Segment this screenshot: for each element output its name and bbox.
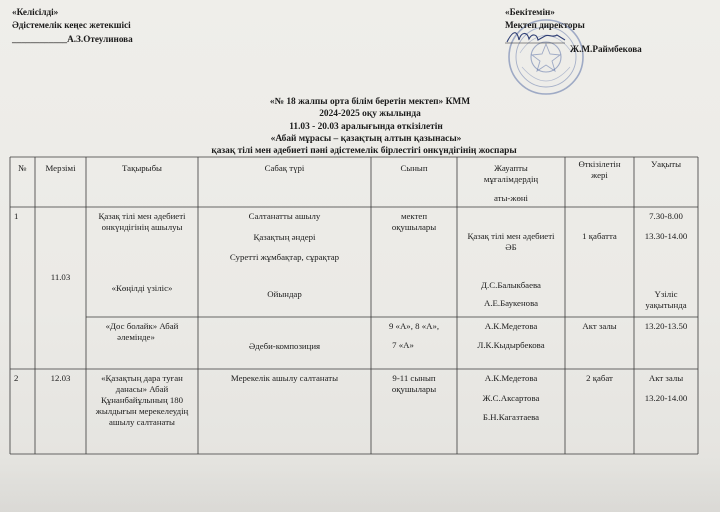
page-shadow xyxy=(0,455,720,512)
col-header-place-line2: жері xyxy=(591,170,608,180)
row1b-time: 13.20-13.50 xyxy=(644,321,688,331)
row1b-responsible-1: А.К.Медетова xyxy=(484,321,538,331)
approval-right-position: Мектеп директоры xyxy=(505,20,585,30)
row2-topic xyxy=(86,373,198,428)
row1-time-3-line1: Үзіліс xyxy=(654,289,678,299)
col-header-date: Мерзімі xyxy=(45,163,76,173)
col-header-responsible-line2: мұғалімдердің xyxy=(483,174,539,184)
row2-responsible-3: Б.Н.Кагазтаева xyxy=(482,412,540,422)
row1b-topic xyxy=(86,321,198,343)
row1-date: 11.03 xyxy=(50,272,71,282)
row1-topic-break: «Көңілді үзіліс» xyxy=(111,283,173,293)
row2-place: 2 қабат xyxy=(586,373,613,383)
row2-time-2: 13.20-14.00 xyxy=(644,393,688,403)
row1-time-3-line2: уақытында xyxy=(645,300,687,310)
row1b-class xyxy=(371,321,457,351)
row1-responsible-1-line1: Қазақ тілі мен әдебиеті xyxy=(467,231,555,241)
col-header-responsible-line1: Жауапты xyxy=(494,163,528,173)
row1-topic-opening-line1: Қазақ тілі мен әдебиеті xyxy=(98,211,186,221)
col-header-time: Уақыты xyxy=(650,159,682,169)
row1b-topic-line1: «Дос болайк» Абай xyxy=(105,321,179,331)
col-header-class: Сынып xyxy=(400,163,428,173)
approval-left-name: А.З.Отеулинова xyxy=(67,34,133,44)
row2-class-line2: оқушылары xyxy=(391,384,437,394)
row1-number: 1 xyxy=(14,211,19,221)
row2-topic-line2: данасы» Абай xyxy=(115,384,169,394)
row1-time-1: 7.30-8.00 xyxy=(649,211,683,221)
row2-class-line1: 9-11 сынып xyxy=(392,373,436,383)
approval-right-label: «Бекітемін» xyxy=(505,7,555,17)
row1-time-2: 13.30-14.00 xyxy=(644,231,688,241)
row2-time-1: Акт залы xyxy=(648,373,684,383)
director-signature xyxy=(505,28,567,46)
col-header-place xyxy=(565,159,634,181)
row1b-class-line1: 9 «А», 8 «А», xyxy=(388,321,440,331)
col-header-place-line1: Өткізілетін xyxy=(578,159,621,169)
row1-type-3: Суретті жұмбақтар, сұрақтар xyxy=(229,252,340,262)
col-header-responsible-line3: аты-жөні xyxy=(494,193,528,203)
row1-topic-opening-line2: онкүндігінің ашылуы xyxy=(101,222,183,232)
row1-class xyxy=(371,211,457,233)
row1-type-1: Салтанатты ашылу xyxy=(248,211,321,221)
title-theme: «Абай мұрасы – қазақтың алтын қазынасы» xyxy=(270,134,462,144)
row1-type-4: Ойындар xyxy=(267,289,302,299)
title-year: 2024-2025 оқу жылында xyxy=(319,109,421,119)
row2-topic-line1: «Қазақтың дара туған xyxy=(101,373,183,383)
row1b-topic-line2: әлемінде» xyxy=(117,332,155,342)
row1-responsible-1-line2: ӘБ xyxy=(505,242,517,252)
approval-right-name: Ж.М.Раймбекова xyxy=(570,44,642,54)
col-header-topic: Тақырыбы xyxy=(122,163,162,173)
approval-left-position: Әдістемелік кеңес жетекшісі xyxy=(12,20,131,30)
approval-left-label: «Келісілді» xyxy=(12,7,59,17)
row1-responsible-2: Д.С.Балыкбаева xyxy=(481,280,541,290)
row2-type: Мерекелік ашылу салтанаты xyxy=(230,373,339,383)
col-header-responsible xyxy=(457,163,565,204)
row1b-type: Әдеби-композиция xyxy=(248,341,321,351)
row1-class-line2: оқушылары xyxy=(391,222,437,232)
row1-topic-opening xyxy=(86,211,198,233)
col-header-number: № xyxy=(18,163,27,173)
row2-topic-line5: ашылу салтанаты xyxy=(109,417,175,427)
row2-number: 2 xyxy=(14,373,19,383)
row1-class-line1: мектеп xyxy=(400,211,428,221)
row2-responsible-1: А.К.Медетова xyxy=(484,373,538,383)
signature-blank: ____________ xyxy=(12,34,68,44)
col-header-lesson-type: Сабақ түрі xyxy=(264,163,305,173)
row1-time-3 xyxy=(634,289,698,311)
row1-responsible-1 xyxy=(457,231,565,253)
title-plan: қазақ тілі мен әдебиеті пәні әдістемелік бірлестігі онкүндігінің жоспары xyxy=(211,146,517,156)
title-school: «№ 18 жалпы орта білім беретін мектеп» КММ xyxy=(269,97,471,107)
row1b-class-line2: 7 «А» xyxy=(392,340,414,350)
row2-topic-line3: Құнанбайұлының 180 xyxy=(100,395,184,405)
title-dates: 11.03 - 20.03 аралығында өткізілетін xyxy=(289,122,443,132)
row2-class xyxy=(371,373,457,395)
row1b-place: Акт залы xyxy=(582,321,617,331)
row1-responsible-3: А.Е.Баукенова xyxy=(483,298,539,308)
row1b-responsible-2: Л.К.Кыдырбекова xyxy=(477,340,545,350)
row1-type-2: Қазақтың әндері xyxy=(253,232,316,242)
row2-date: 12.03 xyxy=(50,373,71,383)
row2-topic-line4: жылдығын мерекелеудің xyxy=(95,406,189,416)
row2-responsible-2: Ж.С.Аксартова xyxy=(482,393,540,403)
approval-left-signature-line xyxy=(12,34,133,45)
row1-place: 1 қабатта xyxy=(582,231,617,241)
